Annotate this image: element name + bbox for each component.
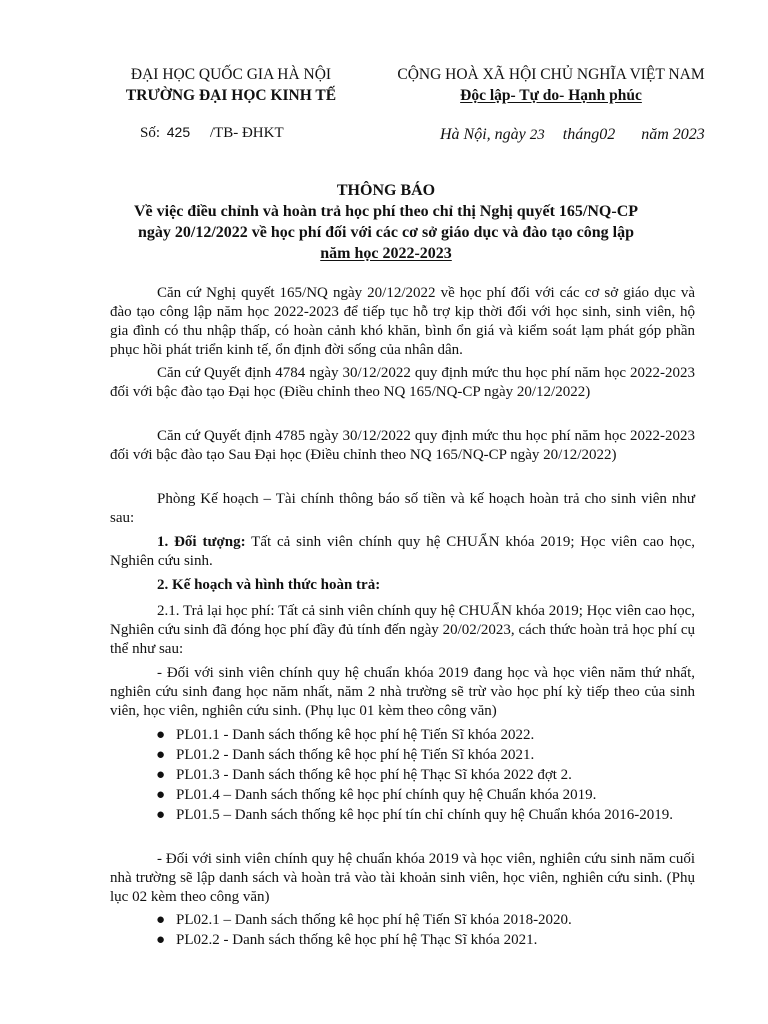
document-date bbox=[440, 126, 705, 144]
section-1-subjects bbox=[110, 533, 695, 571]
section-1-text: Tất cả sinh viên chính quy hệ CHUẨN khóa 2019; Học viên cao học, Nghiên cứu sinh. bbox=[110, 534, 696, 569]
notice-subject-line1: Về việc điều chỉnh và hoàn trả học phí theo chỉ thị Nghị quyết 165/NQ-CP bbox=[133, 203, 639, 220]
notice-subject-line3 bbox=[60, 243, 712, 264]
section-2-heading: 2. Kế hoạch và hình thức hoàn trả: bbox=[157, 577, 381, 593]
date-year-label: năm bbox=[641, 126, 669, 143]
list-item: ● PL01.3 - Danh sách thống kê học phí hệ Thạc Sĩ khóa 2022 đợt 2. bbox=[156, 767, 572, 783]
list-item: ● PL01.4 – Danh sách thống kê học phí chính quy hệ Chuẩn khóa 2019. bbox=[156, 787, 597, 803]
notice-heading: THÔNG BÁO bbox=[336, 182, 436, 199]
motto-text: Độc lập- Tự do- Hạnh phúc bbox=[460, 87, 642, 104]
paragraph-basis-1: Căn cứ Nghị quyết 165/NQ ngày 20/12/2022 về học phí đối với các cơ sở giáo dục và đào tạo công lập năm học 2022-2023 để tiếp tục hỗ trợ kịp thời đối với học sinh, sinh viên, hộ gia đình có thu nhập thấp, có hoàn cảnh khó khăn, bình ổn giá và kiểm soát lạm phát góp phần phục hồi phát triển kinh tế, ổn định đời sống của nhân dân. bbox=[110, 285, 695, 358]
doc-no-label: Số: bbox=[140, 125, 161, 141]
notice-subject-line2: ngày 20/12/2022 về học phí đối với các cơ sở giáo dục và đào tạo công lập bbox=[138, 224, 634, 241]
paragraph-current-students: - Đối với sinh viên chính quy hệ chuẩn khóa 2019 đang học và học viên năm thứ nhất, nghiên cứu sinh đang học năm nhất, năm 2 nhà trường sẽ trừ vào học phí kỳ tiếp theo của sinh viên, học viên, nghiên cứu sinh. (Phụ lục 01 kèm theo công văn) bbox=[110, 665, 695, 719]
paragraph-refund-2-1: 2.1. Trả lại học phí: Tất cả sinh viên chính quy hệ CHUẨN khóa 2019; Học viên cao học, Nghiên cứu sinh đã đóng học phí đầy đủ tính đến ngày 20/02/2023, cách thức hoàn trả học phí cụ thể như sau: bbox=[110, 603, 695, 657]
bullet-icon: ● bbox=[156, 787, 166, 803]
paragraph-announcement: Phòng Kế hoạch – Tài chính thông báo số tiền và kế hoạch hoàn trả cho sinh viên như sau: bbox=[110, 491, 695, 526]
list-item: ● PL02.2 - Danh sách thống kê học phí hệ Thạc Sĩ khóa 2021. bbox=[156, 932, 538, 948]
list-item: ● PL02.1 – Danh sách thống kê học phí hệ Tiến Sĩ khóa 2018-2020. bbox=[156, 912, 572, 928]
bullet-icon: ● bbox=[156, 912, 166, 928]
notice-subject-line3-text: năm học 2022-2023 bbox=[320, 245, 452, 262]
org-name: ĐẠI HỌC QUỐC GIA HÀ NỘI bbox=[130, 66, 332, 83]
doc-no-suffix: /TB- ĐHKT bbox=[209, 125, 284, 141]
nation-name: CỘNG HOÀ XÃ HỘI CHỦ NGHĨA VIỆT NAM bbox=[397, 66, 705, 83]
bullet-icon: ● bbox=[156, 747, 166, 763]
bullet-icon: ● bbox=[156, 932, 166, 948]
bullet-icon: ● bbox=[156, 767, 166, 783]
document-number bbox=[140, 124, 284, 142]
date-month: 02 bbox=[599, 126, 616, 143]
date-place: Hà Nội, ngày bbox=[440, 126, 526, 143]
list-item: ● PL01.5 – Danh sách thống kê học phí tín chỉ chính quy hệ Chuẩn khóa 2016-2019. bbox=[156, 807, 674, 823]
bullet-icon: ● bbox=[156, 807, 166, 823]
section-1-label: 1. Đối tượng: bbox=[157, 534, 246, 550]
list-item: ● PL01.1 - Danh sách thống kê học phí hệ Tiến Sĩ khóa 2022. bbox=[156, 727, 535, 743]
date-month-label: tháng bbox=[562, 126, 600, 143]
bullet-icon: ● bbox=[156, 727, 166, 743]
motto bbox=[362, 87, 740, 105]
date-year: 2023 bbox=[672, 126, 705, 143]
list-item: ● PL01.2 - Danh sách thống kê học phí hệ Tiến Sĩ khóa 2021. bbox=[156, 747, 535, 763]
paragraph-basis-2: Căn cứ Quyết định 4784 ngày 30/12/2022 quy định mức thu học phí năm học 2022-2023 đối với bậc đào tạo Đại học (Điều chỉnh theo NQ 165/NQ-CP ngày 20/12/2022) bbox=[110, 365, 695, 400]
paragraph-final-year-students: - Đối với sinh viên chính quy hệ chuẩn khóa 2019 và học viên, nghiên cứu sinh năm cuối nhà trường sẽ lập danh sách và hoàn trả vào tài khoản sinh viên, học viên, nghiên cứu sinh. (Phụ lục 02 kèm theo công văn) bbox=[110, 851, 695, 905]
doc-no-value: 425 bbox=[166, 124, 191, 140]
date-day: 23 bbox=[529, 127, 545, 143]
school-name: TRƯỜNG ĐẠI HỌC KINH TẾ bbox=[125, 87, 337, 104]
paragraph-basis-3: Căn cứ Quyết định 4785 ngày 30/12/2022 quy định mức thu học phí năm học 2022-2023 đối với bậc đào tạo Sau Đại học (Điều chỉnh theo NQ 165/NQ-CP ngày 20/12/2022) bbox=[110, 428, 695, 463]
